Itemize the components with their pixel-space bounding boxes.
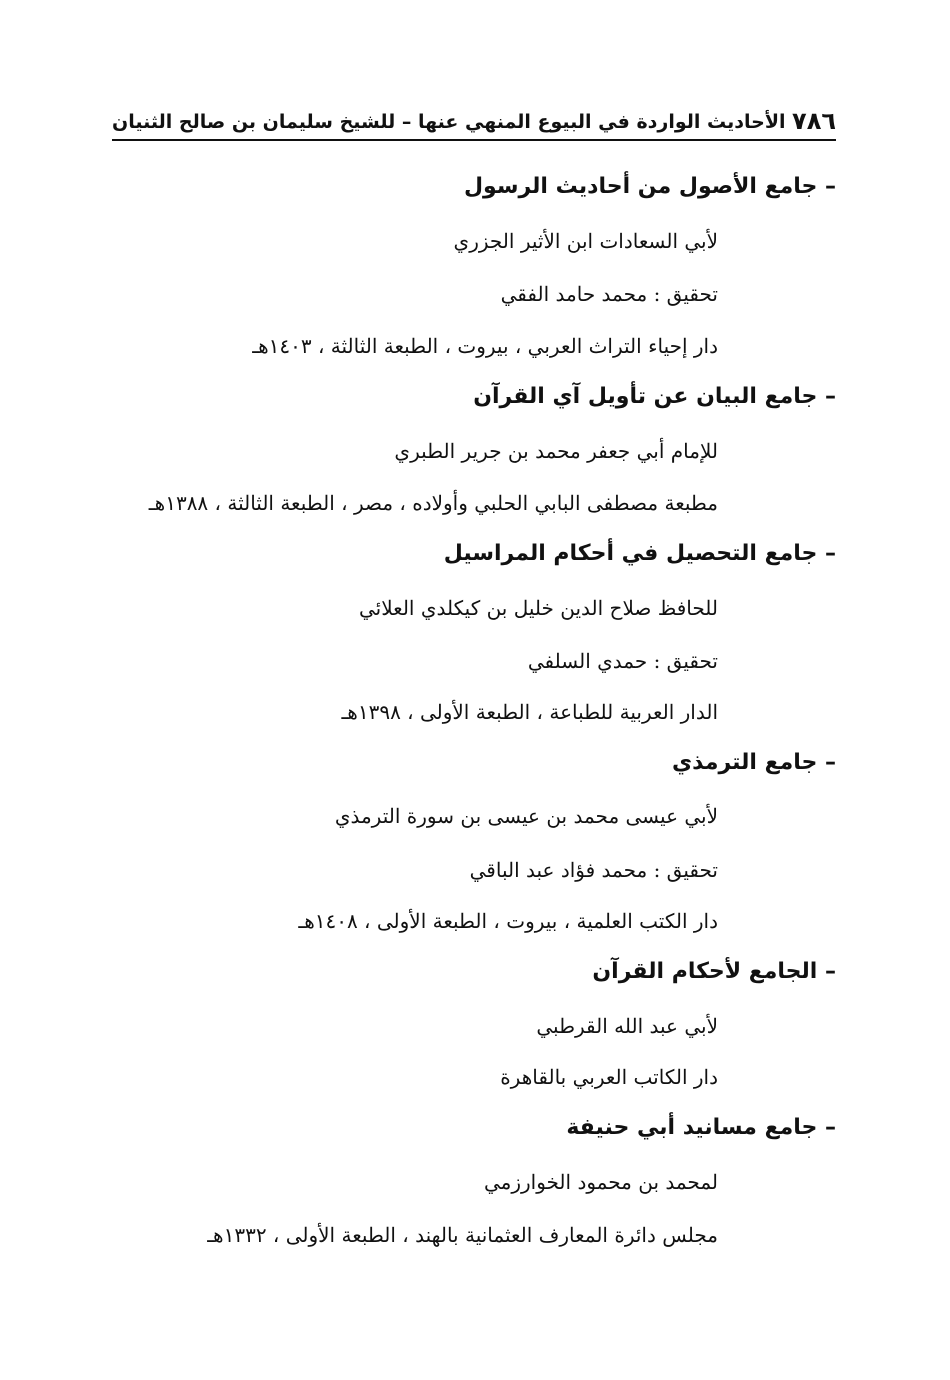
header-title: الأحاديث الواردة في البيوع المنهي عنها – للشيخ سليمان بن صالح الثنيان <box>112 111 786 133</box>
entry-author: لمحمد بن محمود الخوارزمي <box>483 1170 718 1194</box>
entry-title: – جامع مسانيد أبي حنيفة <box>566 1115 836 1140</box>
entry-author: للحافظ صلاح الدين خليل بن كيكلدي العلائي <box>359 596 718 620</box>
entry-author: للإمام أبي جعفر محمد بن جرير الطبري <box>394 439 718 463</box>
entry-title: – الجامع لأحكام القرآن <box>592 959 836 984</box>
entry-title: – جامع البيان عن تأويل آي القرآن <box>473 384 836 409</box>
entry-title: – جامع الأصول من أحاديث الرسول <box>463 174 836 199</box>
entry-title: – جامع التحصيل في أحكام المراسيل <box>443 541 836 566</box>
entry-editor: تحقيق : حمدي السلفي <box>527 649 718 673</box>
entry-author: لأبي عبد الله القرطبي <box>536 1014 718 1038</box>
entry-author: لأبي عيسى محمد بن عيسى بن سورة الترمذي <box>334 804 718 828</box>
entry-publisher: مطبعة مصطفى البابي الحلبي وأولاده ، مصر ، الطبعة الثالثة ، ١٣٨٨هـ <box>148 491 718 515</box>
entry-publisher: دار الكتب العلمية ، بيروت ، الطبعة الأولى ، ١٤٠٨هـ <box>298 909 718 933</box>
entry-publisher: مجلس دائرة المعارف العثمانية بالهند ، الطبعة الأولى ، ١٣٣٢هـ <box>207 1223 718 1247</box>
entry-editor: تحقيق : محمد فؤاد عبد الباقي <box>469 858 718 882</box>
entry-editor: تحقيق : محمد حامد الفقي <box>500 282 718 306</box>
entry-title: – جامع الترمذي <box>671 750 836 775</box>
entry-publisher: دار إحياء التراث العربي ، بيروت ، الطبعة الثالثة ، ١٤٠٣هـ <box>252 334 718 358</box>
entry-publisher: دار الكاتب العربي بالقاهرة <box>500 1065 718 1089</box>
page-number: ٧٨٦ <box>792 107 836 135</box>
entry-publisher: الدار العربية للطباعة ، الطبعة الأولى ، ١٣٩٨هـ <box>341 700 718 724</box>
entry-author: لأبي السعادات ابن الأثير الجزري <box>453 229 718 253</box>
running-header <box>112 103 836 141</box>
